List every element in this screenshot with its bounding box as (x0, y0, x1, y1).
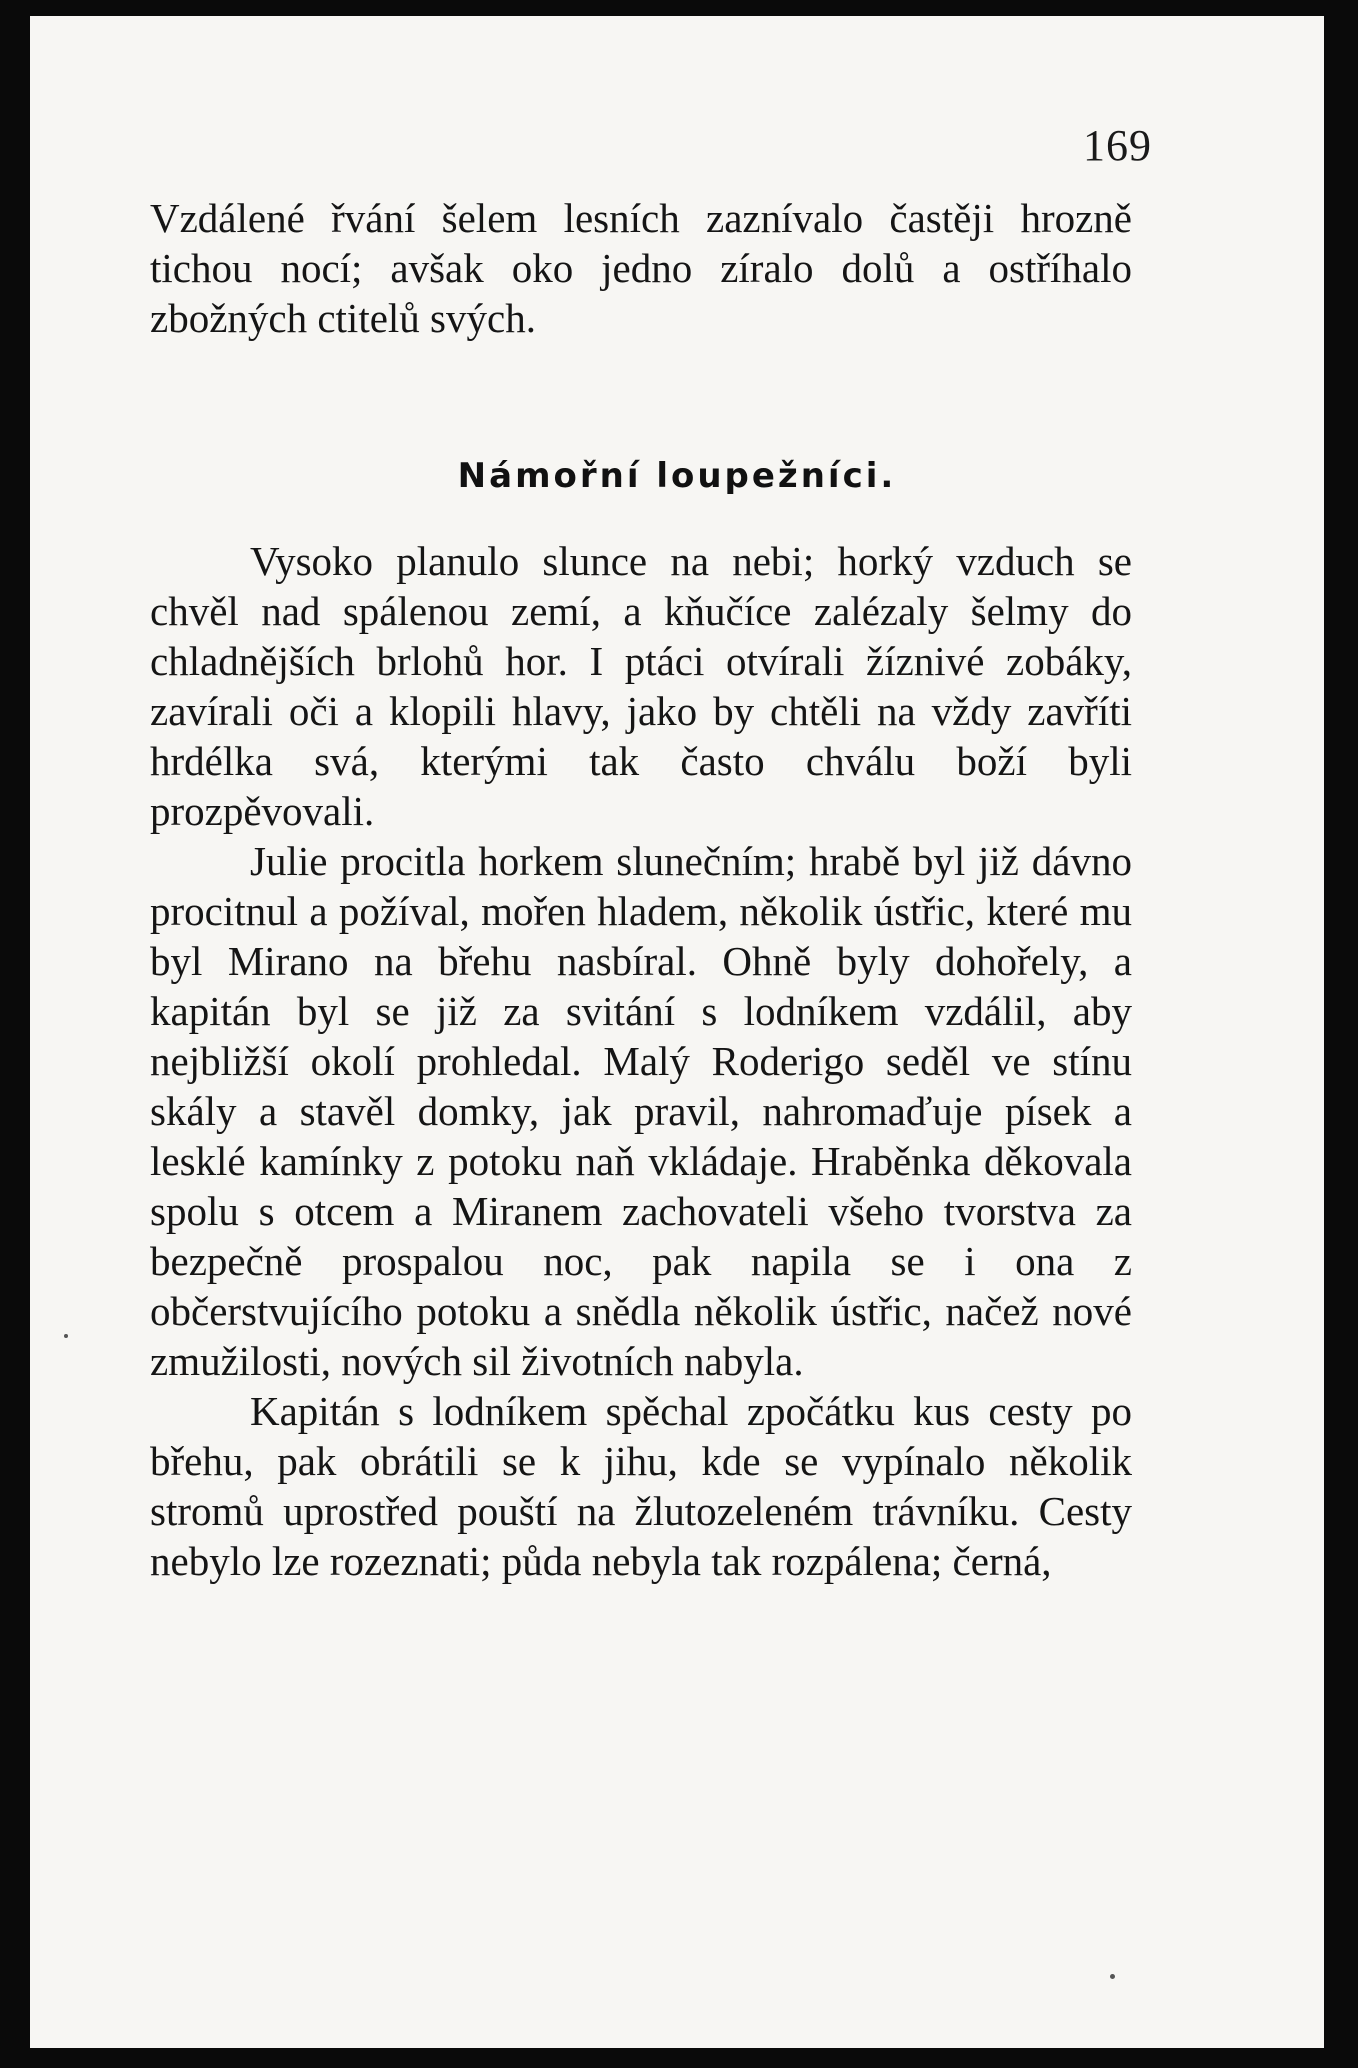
book-page (30, 16, 1324, 2048)
intro-paragraph-block (150, 193, 1132, 343)
paragraph-3: Kapitán s lodníkem spěchal zpočátku kus cesty po břehu, pak obrátili se k jihu, kde se vypínalo několik stromů uprostřed pouští na žlutozeleném trávníku. Cesty nebylo lze rozeznati; půda nebyla tak rozpálena; černá, (150, 1388, 1132, 1584)
paragraph-1: Vysoko planulo slunce na nebi; horký vzduch se chvěl nad spálenou zemí, a kňučíce zalézaly šelmy do chladnějších brlohů hor. I ptáci otvírali žíznivé zobáky, zavírali oči a klopili hlavy, jako by chtěli na vždy zavříti hrdélka svá, kterými tak často chválu boží byli prozpěvovali. (150, 538, 1132, 834)
intro-paragraph: Vzdálené řvání šelem lesních zaznívalo častěji hrozně tichou nocí; avšak oko jedno zíralo dolů a ostříhalo zbožných ctitelů svých. (150, 195, 1132, 341)
paper-speck (1110, 1974, 1115, 1979)
page-number: 169 (1083, 121, 1152, 170)
chapter-body (150, 536, 1132, 1586)
paper-speck (64, 1334, 68, 1338)
section-heading: Námořní loupežníci. (457, 456, 897, 496)
paragraph-2: Julie procitla horkem slunečním; hrabě byl již dávno procitnul a požíval, mořen hladem, několik ústřic, které mu byl Mirano na břehu nasbíral. Ohně byly dohořely, a kapitán byl se již za svitání s lodníkem vzdálil, aby nejbližší okolí prohledal. Malý Roderigo seděl ve stínu skály a stavěl domky, jak pravil, nahromaďuje písek a lesklé kamínky z potoku naň vkládaje. Hraběnka děkovala spolu s otcem a Miranem zachovateli všeho tvorstva za bezpečně prospalou noc, pak napila se i ona z občerstvujícího potoku a snědla několik ústřic, načež nové zmužilosti, nových sil životních nabyla. (150, 838, 1132, 1384)
